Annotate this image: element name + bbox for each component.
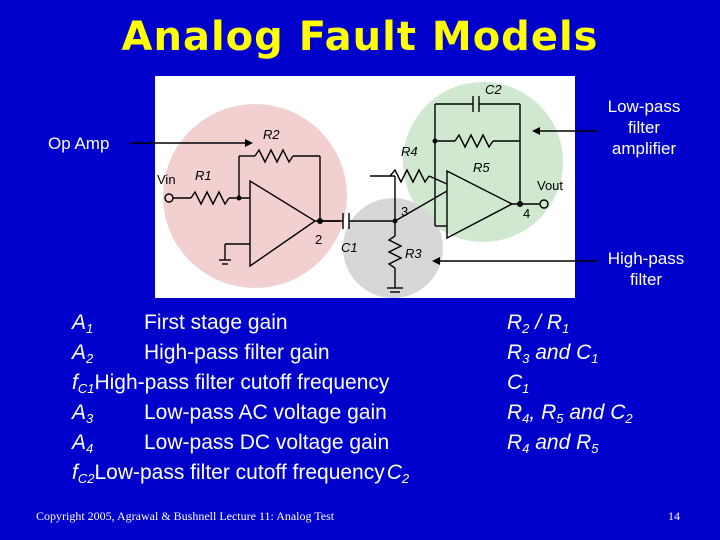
definition-symbol: $A_4$ [72, 431, 94, 456]
callout-high-pass-line2: filter [629, 270, 663, 289]
definition-text: High-pass filter gain [144, 341, 330, 364]
component-c2: $C_2$ [386, 461, 410, 486]
label-vin: Vin [157, 172, 176, 187]
definition-text: Low-pass AC voltage gain [144, 401, 387, 424]
definitions-list [72, 308, 409, 488]
label-vout: Vout [537, 178, 564, 193]
definition-row [72, 458, 409, 488]
slide-title: Analog Fault Models [121, 14, 599, 60]
label-node4: 4 [523, 206, 531, 221]
label-r3: R3 [405, 246, 422, 261]
component-row: $R_4$, $R_5$ and $C_2$ [507, 401, 633, 426]
definition-row [72, 368, 409, 398]
label-node2: 2 [315, 232, 323, 247]
component-row: $R_3$ and $C_1$ [507, 341, 599, 366]
label-c2: C2 [485, 82, 502, 97]
page-number: 14 [668, 509, 680, 523]
label-c1: C1 [341, 240, 358, 255]
label-r4: R4 [401, 144, 418, 159]
callout-high-pass [596, 248, 696, 290]
label-node3: 3 [401, 204, 409, 219]
component-row: $R_2 / R_1$ [507, 311, 570, 336]
component-row: $C_1$ [507, 371, 530, 396]
definition-row [72, 398, 409, 428]
definition-row [72, 338, 409, 368]
definition-text: First stage gain [144, 311, 288, 334]
definition-text: Low-pass filter cutoff frequency [94, 461, 385, 484]
definition-symbol: $f_{C2}$ [72, 461, 95, 486]
label-r1: R1 [195, 168, 212, 183]
component-row: $R_4$ and $R_5$ [507, 431, 599, 456]
definition-symbol: $A_3$ [72, 401, 94, 426]
definition-text: High-pass filter cutoff frequency [94, 371, 390, 394]
definition-symbol: $f_{C1}$ [72, 371, 95, 396]
footer-copyright: Copyright 2005, Agrawal & Bushnell Lecture 11: Analog Test [36, 509, 335, 523]
definition-symbol: $A_1$ [72, 311, 94, 336]
callout-low-pass-line2: filter [627, 118, 661, 137]
callout-op-amp: Op Amp [48, 134, 110, 153]
callout-high-pass-line1: High-pass [607, 249, 685, 268]
definition-symbol: $A_2$ [72, 341, 94, 366]
label-r5: R5 [473, 160, 490, 175]
definition-row [72, 428, 409, 458]
definition-row [72, 308, 409, 338]
callout-low-pass [596, 96, 692, 159]
definition-text: Low-pass DC voltage gain [144, 431, 390, 454]
label-r2: R2 [263, 127, 280, 142]
components-list [507, 308, 633, 458]
callout-low-pass-line3: amplifier [611, 139, 677, 158]
callout-low-pass-line1: Low-pass [607, 97, 681, 116]
